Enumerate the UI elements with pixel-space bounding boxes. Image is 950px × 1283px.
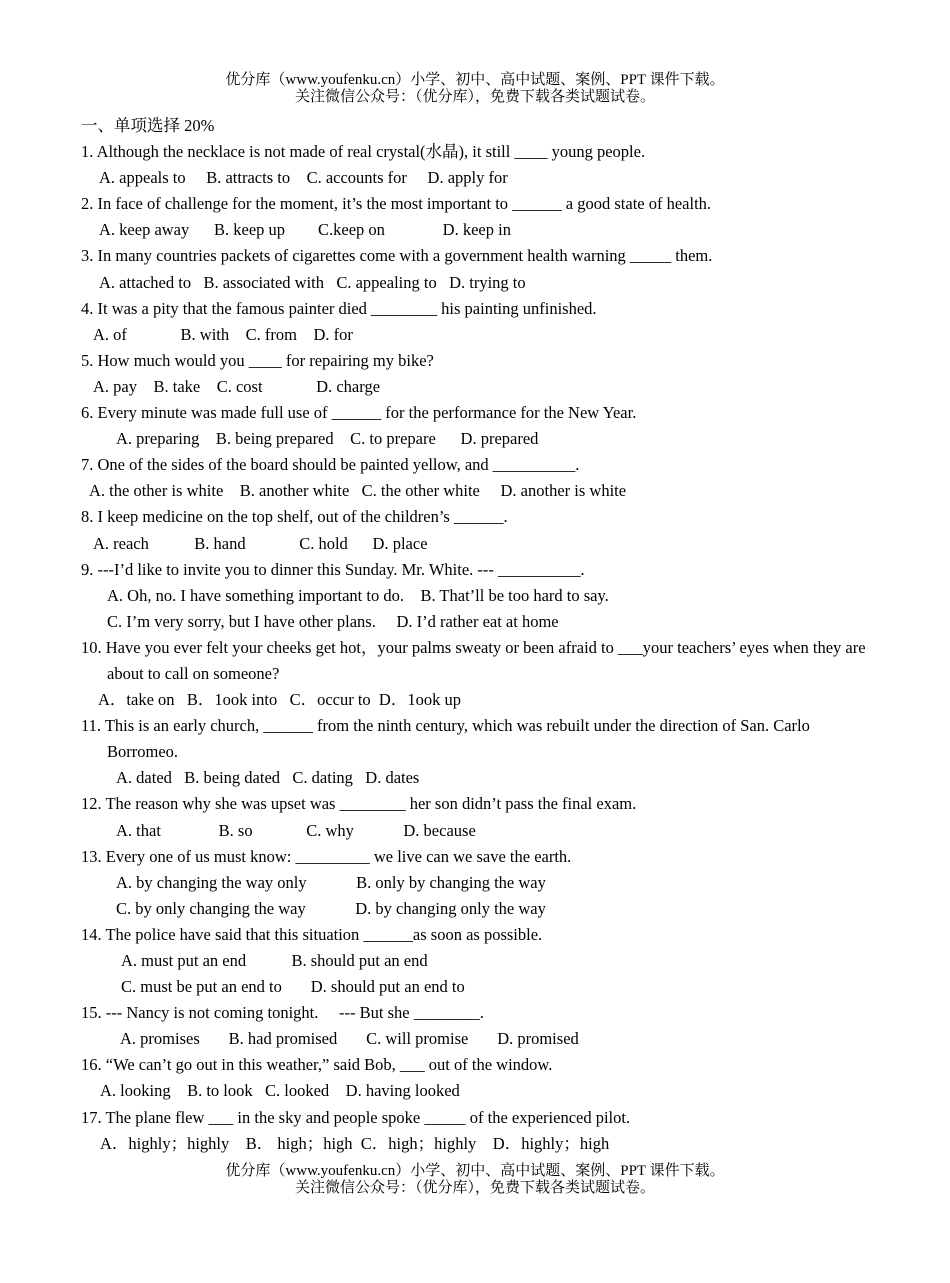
question-2-stem: 2. In face of challenge for the moment, it’s the most important to ______ a good state of health. [81,194,712,214]
question-11-options: A. dated B. being dated C. dating D. dates [116,768,420,788]
question-13-option-line-2: C. by only changing the way D. by changing only the way [116,898,546,918]
exam-content [81,113,881,1157]
header-line-2: 关注微信公众号：（优分库），免费下载各类试题试卷。 [294,89,655,105]
question-7-options: A. the other is white B. another white C. the other white D. another is white [89,481,627,501]
question-14-option-line-1: A. must put an end B. should put an end [121,951,428,970]
footer-line-2: 关注微信公众号：（优分库），免费下载各类试题试卷。 [294,1180,655,1196]
question-10-stem: 10. Have you ever felt your cheeks get hot，your palms sweaty or been afraid to ___your teachers’ eyes when they are about to call on someone? [81,637,866,683]
question-4-options: A. of B. with C. from D. for [93,324,353,344]
question-3-stem: 3. In many countries packets of cigarettes come with a government health warning _____ them. [81,246,713,266]
question-6-stem: 6. Every minute was made full use of ______ for the performance for the New Year. [81,403,637,423]
question-5-stem: 5. How much would you ____ for repairing my bike? [81,350,434,370]
question-15-stem: 15. --- Nancy is not coming tonight. --- But she ________. [81,1003,484,1023]
question-1-options: A. appeals to B. attracts to C. accounts for D. apply for [99,168,508,188]
question-9-stem: 9. ---I’d like to invite you to dinner this Sunday. Mr. White. --- __________. [81,559,585,579]
question-17-options: A．highly；highly B． high；high C．high；highly D．highly；high [100,1133,610,1153]
question-9-option-line-1: A. Oh, no. I have something important to do. B. That’ll be too hard to say. [107,585,609,605]
question-10-options: A．take on B．1ook into C．occur to D．1ook up [98,690,461,710]
question-16-options: A. looking B. to look C. looked D. having looked [100,1081,460,1101]
question-12-stem: 12. The reason why she was upset was ________ her son didn’t pass the final exam. [81,794,637,814]
header-line-1: 优分库（www.youfenku.cn）小学、初中、高中试题、案例、PPT 课件下载。 [225,72,725,88]
question-8-options: A. reach B. hand C. hold D. place [93,533,428,553]
question-4-stem: 4. It was a pity that the famous painter died ________ his painting unfinished. [81,298,597,318]
section-title: 一、单项选择 20% [81,116,215,135]
question-13-option-line-1: A. by changing the way only B. only by changing the way [116,872,546,892]
question-5-options: A. pay B. take C. cost D. charge [93,376,381,396]
question-9-option-line-2: C. I’m very sorry, but I have other plans. D. I’d rather eat at home [107,611,559,631]
question-2-options: A. keep away B. keep up C.keep on D. keep in [99,220,511,240]
question-14-stem: 14. The police have said that this situation ______as soon as possible. [81,924,543,944]
question-8-stem: 8. I keep medicine on the top shelf, out of the children’s ______. [81,507,508,527]
question-7-stem: 7. One of the sides of the board should be painted yellow, and __________. [81,455,580,475]
question-12-options: A. that B. so C. why D. because [116,820,476,840]
question-1-stem: 1. Although the necklace is not made of real crystal(水晶), it still ____ young people. [81,142,646,162]
footer-banner [0,1163,950,1197]
question-15-options: A. promises B. had promised C. will promise D. promised [120,1029,579,1049]
footer-line-1: 优分库（www.youfenku.cn）小学、初中、高中试题、案例、PPT 课件下载。 [225,1163,725,1179]
question-13-stem: 13. Every one of us must know: _________ we live can we save the earth. [81,846,572,866]
question-17-stem: 17. The plane flew ___ in the sky and people spoke _____ of the experienced pilot. [81,1107,631,1127]
question-16-stem: 16. “We can’t go out in this weather,” said Bob, ___ out of the window. [81,1055,553,1075]
question-14-option-line-2: C. must be put an end to D. should put an end to [121,977,465,997]
header-banner [0,72,950,106]
question-6-options: A. preparing B. being prepared C. to prepare D. prepared [116,429,539,449]
question-3-options: A. attached to B. associated with C. appealing to D. trying to [99,272,526,292]
question-11-stem: 11. This is an early church, ______ from the ninth century, which was rebuilt under the direction of San. Carlo Borromeo. [81,716,810,762]
